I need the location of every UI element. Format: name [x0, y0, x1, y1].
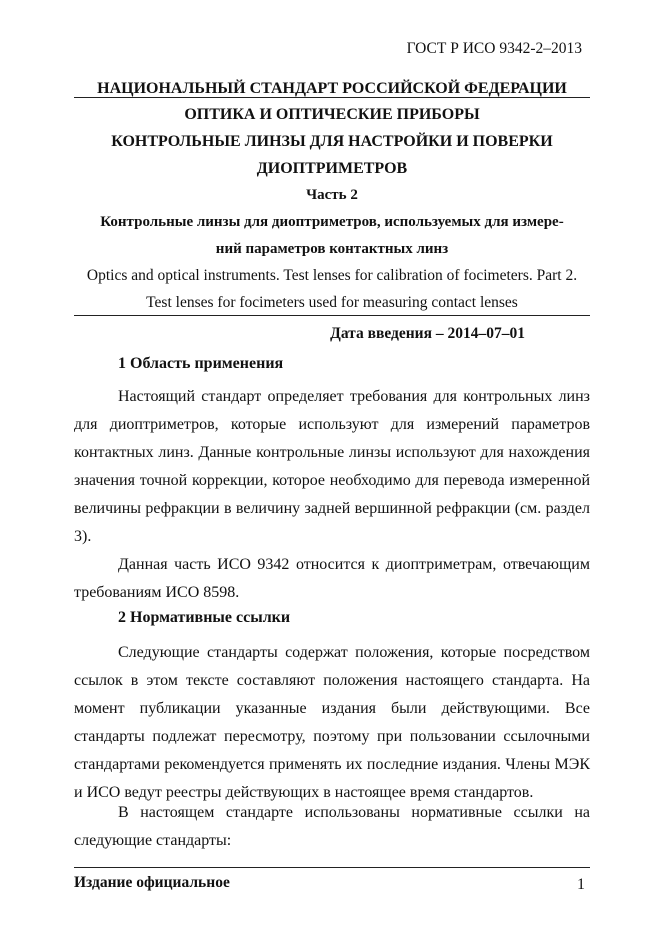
english-title-line-1: Optics and optical instruments. Test lenses for calibration of focimeters. Part 2. [86, 267, 578, 284]
section-2-paragraph-1: Следующие стандарты содержат положения, которые посредством ссылок в этом тексте составляют положения настоящего стандарта. На момент публикации указанные издания были действующими. Все стандарты подлежат пересмотру, поэтому при пользовании ссылочными стандартами рекомендуется применять их последние издания. Члены МЭК и ИСО ведут реестры действующих в настоящее время стандартов. [74, 644, 590, 801]
document-code: ГОСТ Р ИСО 9342-2–2013 [406, 40, 582, 57]
title-line-2: КОНТРОЛЬНЫЕ ЛИНЗЫ ДЛЯ НАСТРОЙКИ И ПОВЕРКИ [111, 133, 553, 150]
title-underline [74, 97, 590, 98]
official-edition-label: Издание официальное [74, 874, 230, 891]
english-title-line-2: Test lenses for focimeters used for measuring contact lenses [146, 294, 518, 311]
section-2-heading: 2 Нормативные ссылки [118, 609, 291, 626]
introduction-date: Дата введения – 2014–07–01 [330, 325, 525, 342]
title-bottom-rule [74, 315, 590, 316]
section-1-paragraph-1: Настоящий стандарт определяет требования для контрольных линз для диоптриметров, которые используют для измерений параметров контактных линз. Данные контрольные линзы используют для нахождения значения точной коррекции, которое необходимо для перевода измеренной величины рефракции в величину задней вершинной рефракции (см. раздел 3). [74, 388, 590, 545]
section-1-paragraph-2: Данная часть ИСО 9342 относится к диоптриметрам, отвечающим требованиям ИСО 8598. [74, 556, 590, 601]
subtitle-line-1: Контрольные линзы для диоптриметров, используемых для измере- [100, 214, 564, 230]
part-label: Часть 2 [306, 187, 358, 203]
national-standard-title: НАЦИОНАЛЬНЫЙ СТАНДАРТ РОССИЙСКОЙ ФЕДЕРАЦИИ [97, 80, 567, 97]
page-number: 1 [577, 876, 585, 893]
subtitle-line-2: ний параметров контактных линз [215, 241, 449, 257]
footer-rule [74, 867, 590, 868]
section-1-heading: 1 Область применения [118, 355, 284, 372]
title-line-3: ДИОПТРИМЕТРОВ [256, 160, 408, 177]
title-line-1: ОПТИКА И ОПТИЧЕСКИЕ ПРИБОРЫ [184, 106, 480, 123]
section-2-paragraph-2: В настоящем стандарте использованы нормативные ссылки на следующие стандарты: [74, 804, 590, 849]
